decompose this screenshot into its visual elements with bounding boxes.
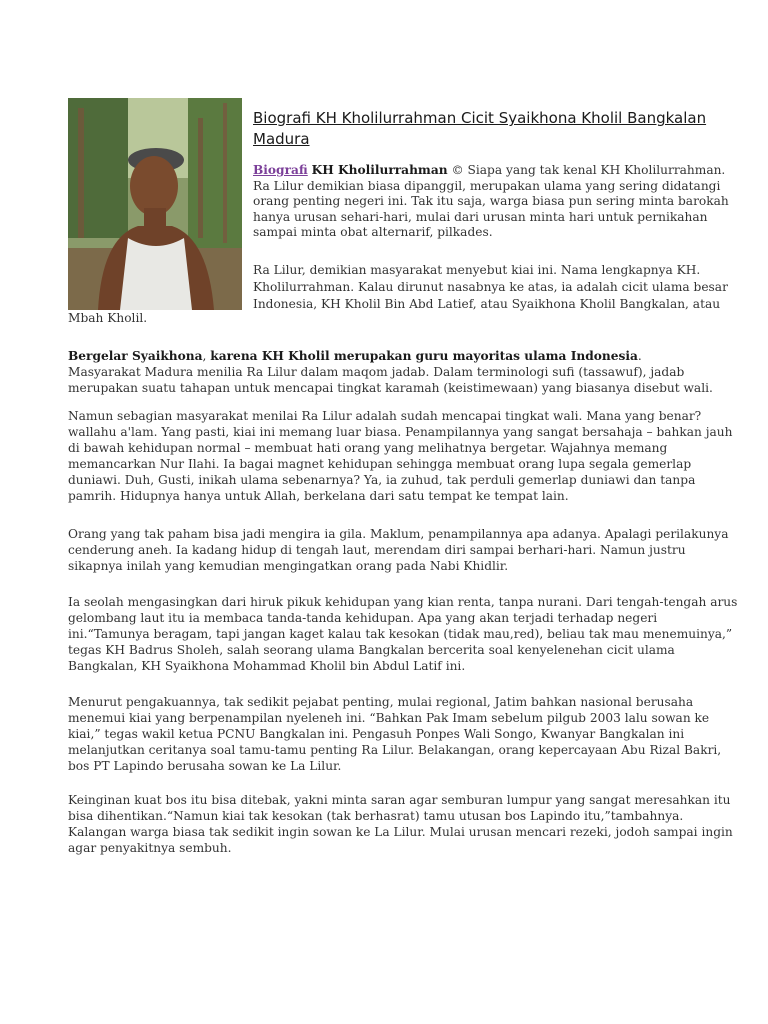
heading-part-2: karena KH Kholil merupakan guru mayoritas ulama Indonesia [210, 349, 638, 363]
paragraph-tamu: Ia seolah mengasingkan dari hiruk pikuk kehidupan yang kian renta, tanpa nurani. Dari tengah-tengah arus gelombang laut itu ia membaca tanda-tanda kehidupan. Apa yang akan terjadi terhadap negeri ini.“Tamunya beragam, tapi jangan kaget kalau tak kesokan (tidak mau,red), beliau tak mau menemuinya,” tegas KH Badrus Sholeh, salah seorang ulama Bangkalan bercerita soal kenyelenehan cicit ulama Bangkalan, KH Syaikhona Mohammad Kholil bin Abdul Latif ini. [68, 595, 738, 673]
article-lead [253, 163, 738, 241]
biografi-link[interactable]: Biografi [253, 163, 308, 177]
paragraph-maqom: Masyarakat Madura menilia Ra Lilur dalam maqom jadab. Dalam terminologi sufi (tassawuf), jadab merupakan suatu tahapan untuk mencapai tingkat karamah (keistimewaan) yang biasanya disebut wali. [68, 365, 713, 395]
copyright-symbol: © [451, 163, 464, 177]
paragraph-heading [68, 348, 740, 396]
paragraph-lapindo: Keinginan kuat bos itu bisa ditebak, yakni minta saran agar semburan lumpur yang sangat meresahkan itu bisa dihentikan.“Namun kiai tak kesokan (tak berhasrat) tamu utusan bos Lapindo itu,”tambahnya. Kalangan warga biasa tak sedikit ingin sowan ke La Lilur. Mulai urusan mencari rezeki, jodoh sampai ingin agar penyakitnya sembuh. [68, 793, 733, 855]
lead-subject: KH Kholilurrahman [311, 163, 448, 177]
paragraph-nasab-continued: Mbah Kholil. [68, 311, 148, 325]
paragraph-pejabat: Menurut pengakuannya, tak sedikit pejabat penting, mulai regional, Jatim bahkan nasional berusaha menemui kiai yang berpenampilan nyeleneh ini. “Bahkan Pak Imam sebelum pilgub 2003 lalu sowan ke kiai,” tegas wakil ketua PCNU Bangkalan ini. Pengasuh Ponpes Wali Songo, Kwanyar Bangkalan ini melanjutkan ceritanya soal tamu-tamu penting Ra Lilur. Belakangan, orang kepercayaan Abu Rizal Bakri, bos PT Lapindo berusaha sowan ke La Lilur. [68, 695, 722, 773]
heading-part-1: Bergelar Syaikhona [68, 349, 203, 363]
paragraph-wali: Namun sebagian masyarakat menilai Ra Lilur adalah sudah mencapai tingkat wali. Mana yang benar? wallahu a'lam. Yang pasti, kiai ini memang luar biasa. Penampilannya yang sangat bersahaja – bahkan jauh di bawah kehidupan normal – membuat hati orang yang melihatnya bergetar. Wajahnya memang memancarkan Nur Ilahi. Ia bagai magnet kehidupan sehingga membuat orang lupa segala gemerlap duniawi. Duh, Gusti, inikah ulama sebenarnya? Ya, ia zuhud, tak perduli gemerlap duniawi dan tanpa pamrih. Hidupnya hanya untuk Allah, berkelana dari satu tempat ke tempat lain. [68, 409, 733, 503]
article-body [68, 348, 740, 876]
portrait-photo [68, 98, 242, 310]
heading-separator: , [202, 349, 207, 363]
article-title: Biografi KH Kholilurrahman Cicit Syaikhona Kholil Bangkalan Madura [253, 109, 707, 148]
lead-text: Siapa yang tak kenal KH Kholilurrahman. Ra Lilur demikian biasa dipanggil, merupakan ulama yang sering didatangi orang penting negeri ini. Tak itu saja, warga biasa pun sering minta barokah hanya urusan sehari-hari, mulai dari urusan minta hari untuk pernikahan sampai minta obat alternarif, pilkades. [253, 163, 729, 239]
heading-end: . [637, 349, 642, 363]
paragraph-nasab: Ra Lilur, demikian masyarakat menyebut kiai ini. Nama lengkapnya KH. Kholilurrahman. Kalau dirunut nasabnya ke atas, ia adalah cicit ulama besar Indonesia, KH Kholil Bin Abd Latief, atau Syaikhona Kholil Bangkalan, atau [253, 263, 728, 311]
portrait-photo-image [68, 98, 242, 310]
paragraph-khidlir: Orang yang tak paham bisa jadi mengira ia gila. Maklum, penampilannya apa adanya. Apalagi perilakunya cenderung aneh. Ia kadang hidup di tengah laut, merendam diri sampai berhari-hari. Namun justru sikapnya inilah yang kemudian mengingatkan orang pada Nabi Khidlir. [68, 527, 729, 573]
